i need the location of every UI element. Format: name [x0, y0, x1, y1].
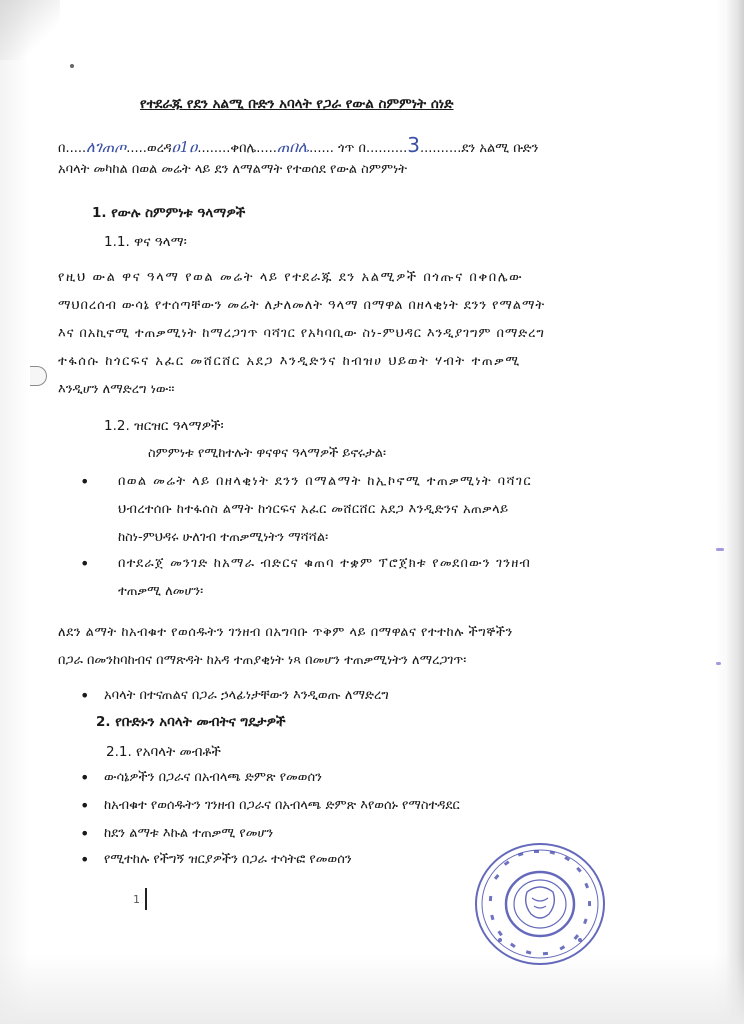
- ink-speck: [716, 662, 721, 665]
- bottom-shadow: [0, 954, 744, 1024]
- paragraph-line: እንዲሆን ለማድረግ ነው፡፡: [58, 382, 175, 397]
- bullet-icon: •: [80, 768, 90, 787]
- bullet-line: በወል መሬት ላይ በዘላቂነት ደንን በማልማት ከኢኮኖሚ ተጠቃሚነት ባሻገር: [118, 474, 532, 489]
- paragraph-line: የዚህ ውል ዋና ዓላማ የወል መሬት ላይ የተደራጁ ደን አልሚዎች በጎጡና በቀበሌው: [58, 270, 524, 285]
- section1-2-heading: 1.2. ዝርዝር ዓላማዎች፡: [104, 418, 224, 434]
- ink-speck: [716, 548, 724, 551]
- rights-item: ውሳኔዎችን በጋራና በአብላጫ ድምጽ የመወሰን: [104, 770, 322, 785]
- paragraph-line: ተፋሰሱ ከጎርፍና አፈር መሸርሸር አደጋ እንዲድንና ከብዝሀ ህይወት ሃብት ተጠቃሚ: [58, 354, 521, 369]
- paragraph-line: ማህበረሰብ ውሳኔ የተሰጣቸውን መሬት ለታለመለት ዓላማ በማዋል በዘላቂነት ደንን የማልማት: [58, 298, 546, 313]
- woreda-label: .....ወረዳ: [126, 141, 172, 156]
- bullet-line: ከስነ-ምህዳሩ ሁለገብ ተጠቃሚነትን ማሻሻል፡: [118, 530, 329, 545]
- scan-shadow: [0, 0, 60, 60]
- handwritten-count: 3: [407, 133, 421, 157]
- intro-line-2: አባላት መካከል በወል መሬት ላይ ደን ለማልማት የተወሰደ የውል ስምምነት: [58, 162, 408, 177]
- bullet-icon: •: [80, 554, 90, 573]
- rights-item: ከደን ልማቱ እኩል ተጠቃሚ የመሆን: [104, 826, 274, 841]
- fill-in-line: በ.....ለገጠጦ.....ወረዳዐ1ዐ........ቀበሌ.....ጠበሌ...... ጎጥ በ..........3..........ደን አልሚ ቡድን: [58, 133, 539, 157]
- section1-1-heading: 1.1. ዋና ዓላማ፡: [104, 234, 187, 250]
- fill-prefix: በ: [58, 141, 66, 156]
- scan-speck: [70, 64, 74, 68]
- handwritten-kebele: ጠበሌ: [276, 138, 310, 156]
- bullet-icon: •: [80, 824, 90, 843]
- fill-tail: ..........ደን አልሚ ቡድን: [420, 141, 539, 156]
- bullet-line: ህብረተሰቡ ከተፋሰስ ልማት ከጎርፍና አፈር መሸርሸር አደጋ እንዲድንና አጠቃላይ: [118, 502, 509, 517]
- kebele-label: ........ቀበሌ.....: [197, 141, 277, 156]
- handwritten-region: ለገጠጦ: [86, 138, 127, 156]
- section1-2-intro: ስምምነቱ የሚከተሉት ዋናዋና ዓላማዎች ይኖሩታል፡: [148, 446, 387, 461]
- rights-item: የሚተከሉ የችግኝ ዝርያዎችን በጋራ ተሳትፎ የመወሰን: [104, 852, 352, 867]
- bullet-line: አባላት በተናጠልና በጋራ ኃላፊነታቸውን እንዲወጡ ለማድረግ: [104, 688, 389, 703]
- bullet-line: በተደራጀ መንገድ ከአማራ ብድርና ቁጠባ ተቋም ፕሮጀክቱ የመደበውን ገንዘብ: [118, 556, 532, 571]
- count-label: ...... ጎጥ በ..........: [309, 141, 408, 156]
- handwritten-woreda: ዐ1ዐ: [171, 138, 198, 156]
- section2-heading: 2. የቡድኑን አባላት መብትና ግዴታዎች: [96, 714, 286, 730]
- section1-heading: 1. የውሉ ስምምነቱ ዓላማዎች: [92, 205, 246, 221]
- page-number-mark: [145, 888, 147, 910]
- rights-item: ከአብቁተ የወሰዱትን ገንዘብ በጋራና በአብላጫ ድምጽ እየወሰኑ የማስተዳደር: [104, 798, 460, 813]
- bullet-icon: •: [80, 472, 90, 491]
- page-edge-shadow: [726, 0, 744, 1024]
- section2-1-heading: 2.1. የአባላት መብቶች: [106, 744, 221, 760]
- paragraph-line: እና በአኪኖሚ ተጠቃሚነት ከማረጋገጥ ባሻገር የአካባቢው ስነ-ምህዳር እንዲያገግም በማድረግ: [58, 326, 545, 341]
- paragraph-line: በጋራ በመንከባከብና በማጽዳት ከአዳ ተጠያቂነት ነጻ በመሆን ተጠቃሚነትን ለማረጋገጥ፡: [58, 653, 467, 668]
- bullet-icon: •: [80, 796, 90, 815]
- punch-hole: [30, 366, 47, 386]
- official-stamp-icon: [472, 840, 608, 968]
- bullet-icon: •: [80, 850, 90, 869]
- paragraph-line: ለደን ልማት ከአብቁተ የወሰዱትን ገንዘብ በአግባቡ ጥቅም ላይ በማዋልና የተተከሉ ችግኞችን: [58, 625, 513, 640]
- bullet-icon: •: [80, 686, 90, 705]
- page-number: 1: [133, 893, 140, 906]
- bullet-line: ተጠቃሚ ለመሆን፡: [118, 584, 204, 599]
- document-title: የተደራጁ የደን አልሚ ቡድን አባላት የጋራ የውል ስምምነት ሰነድ: [140, 96, 454, 112]
